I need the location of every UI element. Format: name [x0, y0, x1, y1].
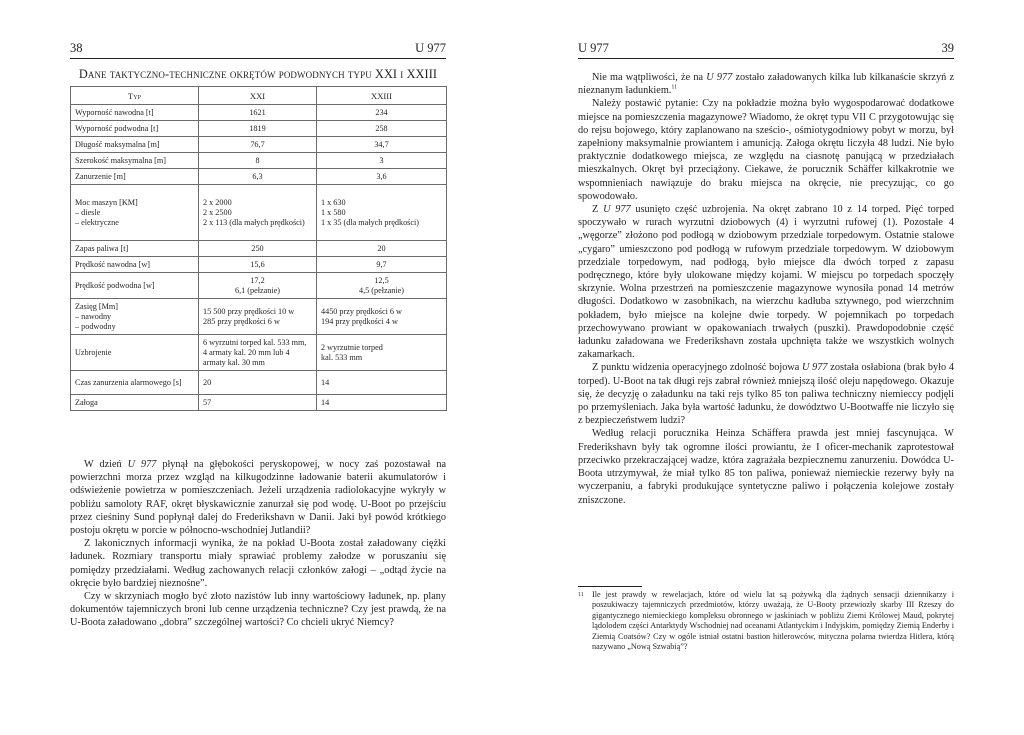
running-head-right [578, 40, 954, 59]
cell-xxi: 57 [199, 395, 317, 411]
table-row [71, 257, 447, 273]
row-label: Zasięg [Mm] – nawodny – podwodny [71, 299, 199, 335]
running-title-left: U 977 [415, 41, 446, 55]
table-row [71, 273, 447, 299]
right-page [578, 0, 954, 735]
paragraph [578, 203, 954, 361]
cell-xxi: 76,7 [199, 137, 317, 153]
row-label: Zanurzenie [m] [71, 169, 199, 185]
text-run: została osłabiona (brak było 4 torped). U-Boot na tak długi rejs zabrał również mniejszą ilość oleju napędowego. Okazuje się, że decyzję o załadunku na taki rejs tylko 85 ton paliwa techniczny niemieccy podjęli po przemyśleniach. Jaka była wartość ładunku, że dowództwo U-Bootwaffe nie liczyło się z bezpieczeństwem ludzi? [578, 362, 955, 427]
text-run: Z [592, 204, 604, 216]
cell-xxi: 15 500 przy prędkości 10 w 285 przy prędkości 6 w [199, 299, 317, 335]
table-row [71, 371, 447, 395]
text-run: Z lakonicznych informacji wynika, że na pokład U-Boota został załadowany ciężki ładunek. Rozmiary transportu miały sprawiać problemy załodze w poruszaniu się pomiędzy przedziałami. Według zachowanych relacji członków załogi – „odtąd życie na okręcie było bardziej nieznośne”. [70, 538, 446, 589]
table-title: Dane taktyczno-techniczne okrętów podwodnych typu XXI i XXIII [78, 67, 438, 81]
cell-xxiii: 258 [317, 121, 447, 137]
footnote-ref: 11 [671, 84, 678, 91]
paragraph [578, 427, 954, 506]
text-run: Nie ma wątpliwości, że na [592, 72, 707, 83]
footnote [578, 590, 954, 652]
text-run: Czy w skrzyniach mogło być złoto nazistów lub inny wartościowy ładunek, np. plany dokumentów tajemniczych broni lub cenne urządzenia techniczne? Czy jest prawdą, że na U-Boota załadowano „dobra” szczególnej wartości? Co chcieli ukryć Niemcy? [70, 591, 446, 629]
cell-xxiii: 1 x 630 1 x 580 1 x 35 (dla małych prędkości) [317, 185, 447, 241]
text-run: Z punktu widzenia operacyjnego zdolność bojowa [592, 362, 803, 374]
footnote-text: Ile jest prawdy w rewelacjach, które od wielu lat są pożywką dla żądnych sensacji dziennikarzy i poszukiwaczy tajemniczych przedmiotów, którzy uważają, że U-Booty przewiozły skarby III Rzeszy do gigantycznego niemieckiego kompleksu obronnego w jaskiniach w pobliżu Ziemi Królowej Maud, pokrytej lądolodem części Antarktydy Wschodniej nad oceanami Atlantyckim i Indyjskim, pomiędzy Ziemią Enderby i Ziemią Coatsów? Czy w ogóle istniał ostatni bastion hitlerowców, mityczna polarna twierdza Hitlera, którą nazywano „Nową Szwabią”? [592, 590, 954, 652]
cell-xxiii: 3 [317, 153, 447, 169]
running-head-left [70, 40, 446, 59]
table-header-row [71, 87, 447, 105]
table-row [71, 299, 447, 335]
row-label: Zapas paliwa [t] [71, 241, 199, 257]
left-page [70, 0, 446, 735]
cell-xxi: 17,2 6,1 (pełzanie) [199, 273, 317, 299]
row-label: Załoga [71, 395, 199, 411]
cell-xxiii: 20 [317, 241, 447, 257]
paragraph [578, 97, 954, 203]
body-text-right [578, 71, 954, 507]
row-label: Szerokość maksymalna [m] [71, 153, 199, 169]
header-xxi: XXI [199, 87, 317, 105]
table-row [71, 185, 447, 241]
row-label: Długość maksymalna [m] [71, 137, 199, 153]
cell-xxiii: 4450 przy prędkości 6 w 194 przy prędkości 4 w [317, 299, 447, 335]
cell-xxiii: 14 [317, 395, 447, 411]
cell-xxiii: 3,6 [317, 169, 447, 185]
cell-xxiii: 12,5 4,5 (pełzanie) [317, 273, 447, 299]
row-label: Moc maszyn [KM] – diesle – elektryczne [71, 185, 199, 241]
cell-xxi: 6,3 [199, 169, 317, 185]
paragraph [70, 537, 446, 590]
text-run: W dzień [84, 459, 128, 470]
page-number-right: 39 [941, 41, 954, 55]
table-row [71, 335, 447, 371]
row-label: Prędkość nawodna [w] [71, 257, 199, 273]
cell-xxiii: 9,7 [317, 257, 447, 273]
cell-xxi: 6 wyrzutni torped kal. 533 mm, 4 armaty kal. 20 mm lub 4 armaty kal. 30 mm [199, 335, 317, 371]
header-xxiii: XXIII [317, 87, 447, 105]
row-label: Prędkość podwodna [w] [71, 273, 199, 299]
italic-run: U 977 [802, 362, 828, 374]
specs-table [70, 86, 447, 411]
text-run: zostało załadowanych kilka lub kilkanaście skrzyń z nieznanym ładunkiem. [578, 72, 954, 97]
paragraph [578, 361, 954, 427]
text-run: Według relacji porucznika Heinza Schäffera prawda jest mniej fascynująca. W Frederikshavn były tak ogromne ilości prowiantu, że I oficer-mechanik zaprotestował przeciwko przekraczającej wadze, która zagrażała bezpiecznemu zanurzeniu. Dowódca U-Boota utrzymywał, że miał tylko 85 ton paliwa, ponieważ niemieckie rezerwy były na wyczerpaniu, a fabryki produkujące syntetyczne paliwo i połączenia kolejowe zostały zniszczone. [578, 428, 954, 506]
paragraph [70, 458, 446, 537]
table-row [71, 241, 447, 257]
footnote-number: 11 [578, 592, 584, 598]
cell-xxi: 8 [199, 153, 317, 169]
text-run: płynął na głębokości peryskopowej, w nocy zaś pozostawał na powierzchni morza przez wzgląd na kilkugodzinne ładowanie baterii akumulatorów i odświeżenie powietrza w pomieszczeniach. Jeżeli urządzenia radiolokacyjne wykryły w pobliżu samoloty RAF, okręt błyskawicznie zanurzał się pod wodę. U-Boot po przejściu przez cieśniny Sund popłynął dalej do Frederikshavn w Danii. Jaki był powód krótkiego postoju okrętu w porcie w północno-wschodniej Jutlandii? [70, 459, 447, 537]
italic-run: U 977 [127, 459, 157, 470]
cell-xxi: 2 x 2000 2 x 2500 2 x 113 (dla małych prędkości) [199, 185, 317, 241]
cell-xxiii: 14 [317, 371, 447, 395]
table-row [71, 395, 447, 411]
cell-xxiii: 234 [317, 105, 447, 121]
cell-xxiii: 2 wyrzutnie torped kal. 533 mm [317, 335, 447, 371]
table-row [71, 105, 447, 121]
row-label: Czas zanurzenia alarmowego [s] [71, 371, 199, 395]
table-row [71, 153, 447, 169]
body-text-left [70, 458, 446, 630]
page-number-left: 38 [70, 41, 83, 55]
cell-xxi: 250 [199, 241, 317, 257]
header-type: Typ [71, 87, 199, 105]
cell-xxi: 1621 [199, 105, 317, 121]
italic-run: U 977 [706, 72, 733, 83]
table-row [71, 121, 447, 137]
text-run: Należy postawić pytanie: Czy na pokładzie można było wygospodarować dodatkowe miejsce na pomieszczenia magazynowe? Wiadomo, że okręt typu VII C przygotowując się do rejsu bojowego, który zaplanowano na sześcio-, ośmiotygodniowy pobyt w morzu, był zapełniony maksymalnie prowiantem i amunicją. Załoga okrętu liczyła 48 ludzi. Nie było praktycznie dodatkowego miejsca, ze względu na ciasnotę panującą w przedziałach mieszkalnych. Okręt był przeciążony. Ciekawe, że porucznik Schäffer kilkakrotnie we wspomnieniach nawiązuje do braku miejsca na okręcie, nie precyzując, co go spowodowało. [578, 98, 954, 202]
table-row [71, 137, 447, 153]
text-run: usunięto część uzbrojenia. Na okręt zabrano 10 z 14 torped. Pięć torped spoczywało w rurach wyrzutni dziobowych (4) i wyrzutni rufowej (1). Pozostałe 4 „węgorze” złożono pod podłogą w dziobowym przedziale torpedowym. Ostatnie stalowe „cygaro” umieszczono pod podłogą w rufowym przedziale torpedowym. W dziobowym przedziale torpedowym, nad podłogą, było miejsce dla dwóch torped z zapasu podręcznego, które były ulokowane między kojami. W miejscu po torpedach spoczęły skrzynie. Wolna przestrzeń na pomieszczenie magazynowe wynosiła ponad 14 metrów długości. Dodatkowo w zasobnikach, na wierzchu kadłuba sztywnego, pod wierzchnim pokładem, było miejsce na kolejne dwie torpedy. W pojemnikach po torpedach przechowywano prowiant w opakowaniach trwałych (puszki). Prawdopodobnie część ładunku załadowana we Frederikshavn została upchnięta także we wszystkich wolnych zakamarkach. [578, 204, 954, 361]
running-title-right: U 977 [578, 41, 609, 55]
cell-xxi: 15,6 [199, 257, 317, 273]
italic-run: U 977 [603, 204, 631, 216]
row-label: Wyporność podwodna [t] [71, 121, 199, 137]
paragraph [70, 590, 446, 630]
row-label: Uzbrojenie [71, 335, 199, 371]
footnote-separator [578, 586, 642, 587]
table-row [71, 169, 447, 185]
row-label: Wyporność nawodna [t] [71, 105, 199, 121]
cell-xxi: 1819 [199, 121, 317, 137]
paragraph [578, 71, 954, 97]
cell-xxiii: 34,7 [317, 137, 447, 153]
cell-xxi: 20 [199, 371, 317, 395]
